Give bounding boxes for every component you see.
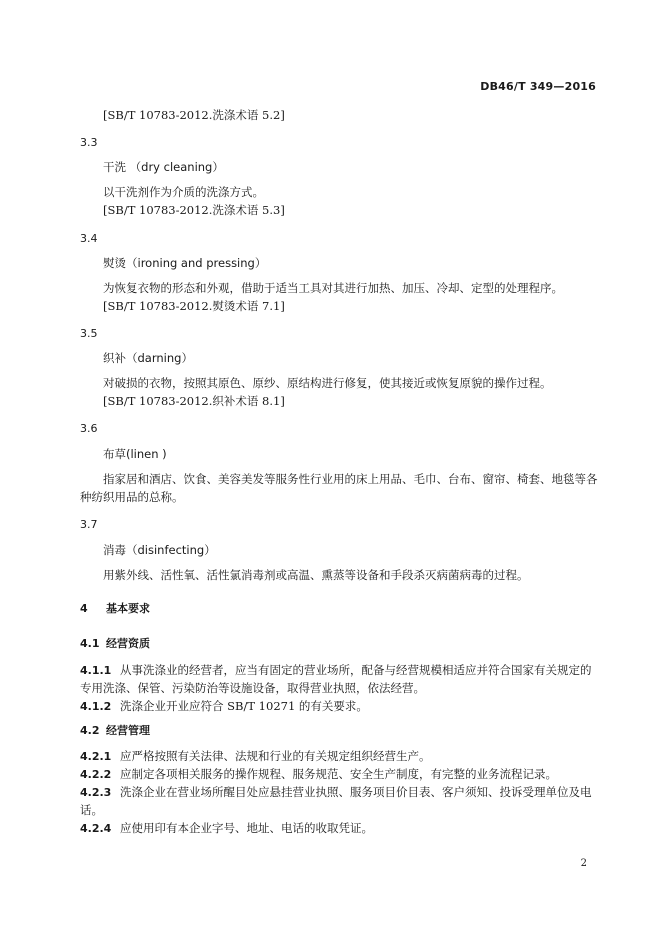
term-3-6-definition-line2: 种纺织用品的总称。	[80, 490, 184, 504]
term-3-6-number: 3.6	[80, 422, 98, 435]
clause-4-1-1-text: 从事洗涤业的经营者，应当有固定的营业场所，配备与经营规模相适应并符合国家有关规定的	[120, 663, 592, 677]
term-3-6-title: 布草(linen )	[103, 447, 167, 461]
term-3-4-definition: 为恢复衣物的形态和外观，借助于适当工具对其进行加热、加压、冷却、定型的处理程序。	[103, 281, 563, 295]
section-4-1-number: 4.1	[80, 637, 100, 650]
term-3-6-definition-line1: 指家居和酒店、饮食、美容美发等服务性行业用的床上用品、毛巾、台布、窗帘、椅套、地毯等各	[103, 472, 598, 486]
section-4-2-heading	[80, 723, 596, 739]
clause-4-2-2-text: 应制定各项相关服务的操作规程、服务规范、安全生产制度，有完整的业务流程记录。	[120, 767, 557, 781]
section-4-title: 基本要求	[106, 602, 150, 615]
term-3-4-title: 熨烫（ironing and pressing）	[103, 256, 267, 270]
term-3-4-source: [SB/T 10783-2012.熨烫术语 7.1]	[103, 299, 285, 313]
term-3-5-source: [SB/T 10783-2012.织补术语 8.1]	[103, 394, 285, 408]
clause-4-2-3-text: 洗涤企业在营业场所醒目处应悬挂营业执照、服务项目价目表、客户须知、投诉受理单位及电	[120, 785, 592, 799]
page-number: 2	[580, 858, 587, 869]
clause-4-2-3-line1	[80, 784, 596, 801]
term-3-2-source: [SB/T 10783-2012.洗涤术语 5.2]	[103, 108, 285, 122]
section-4-1-title: 经营资质	[106, 637, 150, 650]
section-4-2-title: 经营管理	[106, 724, 150, 737]
term-3-7-number: 3.7	[80, 518, 98, 531]
clause-4-2-1-text: 应严格按照有关法律、法规和行业的有关规定组织经营生产。	[120, 749, 431, 763]
term-3-5-number: 3.5	[80, 327, 98, 340]
clause-4-2-4-text: 应使用印有本企业字号、地址、电话的收取凭证。	[120, 821, 373, 835]
clause-4-2-2-number: 4.2.2	[80, 768, 112, 781]
term-3-4-number: 3.4	[80, 232, 98, 245]
term-3-3-definition: 以干洗剂作为介质的洗涤方式。	[103, 185, 264, 199]
term-3-3-source: [SB/T 10783-2012.洗涤术语 5.3]	[103, 203, 285, 217]
clause-4-1-1-line1	[80, 662, 596, 679]
clause-4-2-1-number: 4.2.1	[80, 750, 112, 763]
term-3-3-title: 干洗 （dry cleaning）	[103, 160, 224, 174]
clause-4-1-1-line2: 专用洗涤、保管、污染防治等设施设备，取得营业执照，依法经营。	[80, 681, 425, 695]
term-3-7-title: 消毒（disinfecting）	[103, 543, 216, 557]
term-3-7-definition: 用紫外线、活性氧、活性氯消毒剂或高温、熏蒸等设备和手段杀灭病菌病毒的过程。	[103, 568, 529, 582]
term-3-5-definition: 对破损的衣物，按照其原色、原纱、原结构进行修复，使其接近或恢复原貌的操作过程。	[103, 376, 552, 390]
clause-4-2-4	[80, 820, 596, 837]
section-4-1-heading	[80, 636, 596, 652]
term-3-3-number: 3.3	[80, 136, 98, 149]
clause-4-1-1-number: 4.1.1	[80, 664, 112, 677]
clause-4-2-2	[80, 766, 596, 783]
clause-4-1-2-number: 4.1.2	[80, 700, 112, 713]
term-3-5-title: 织补（darning）	[103, 351, 193, 365]
clause-4-2-3-line2: 话。	[80, 803, 103, 817]
clause-4-2-1	[80, 748, 596, 765]
clause-4-1-2-text: 洗涤企业开业应符合 SB/T 10271 的有关要求。	[120, 699, 368, 713]
clause-4-2-3-number: 4.2.3	[80, 786, 112, 799]
section-4-2-number: 4.2	[80, 724, 100, 737]
section-4-number: 4	[80, 602, 88, 615]
clause-4-1-2	[80, 698, 596, 715]
section-4-heading	[80, 601, 596, 617]
standard-code: DB46/T 349—2016	[480, 80, 596, 93]
clause-4-2-4-number: 4.2.4	[80, 822, 112, 835]
